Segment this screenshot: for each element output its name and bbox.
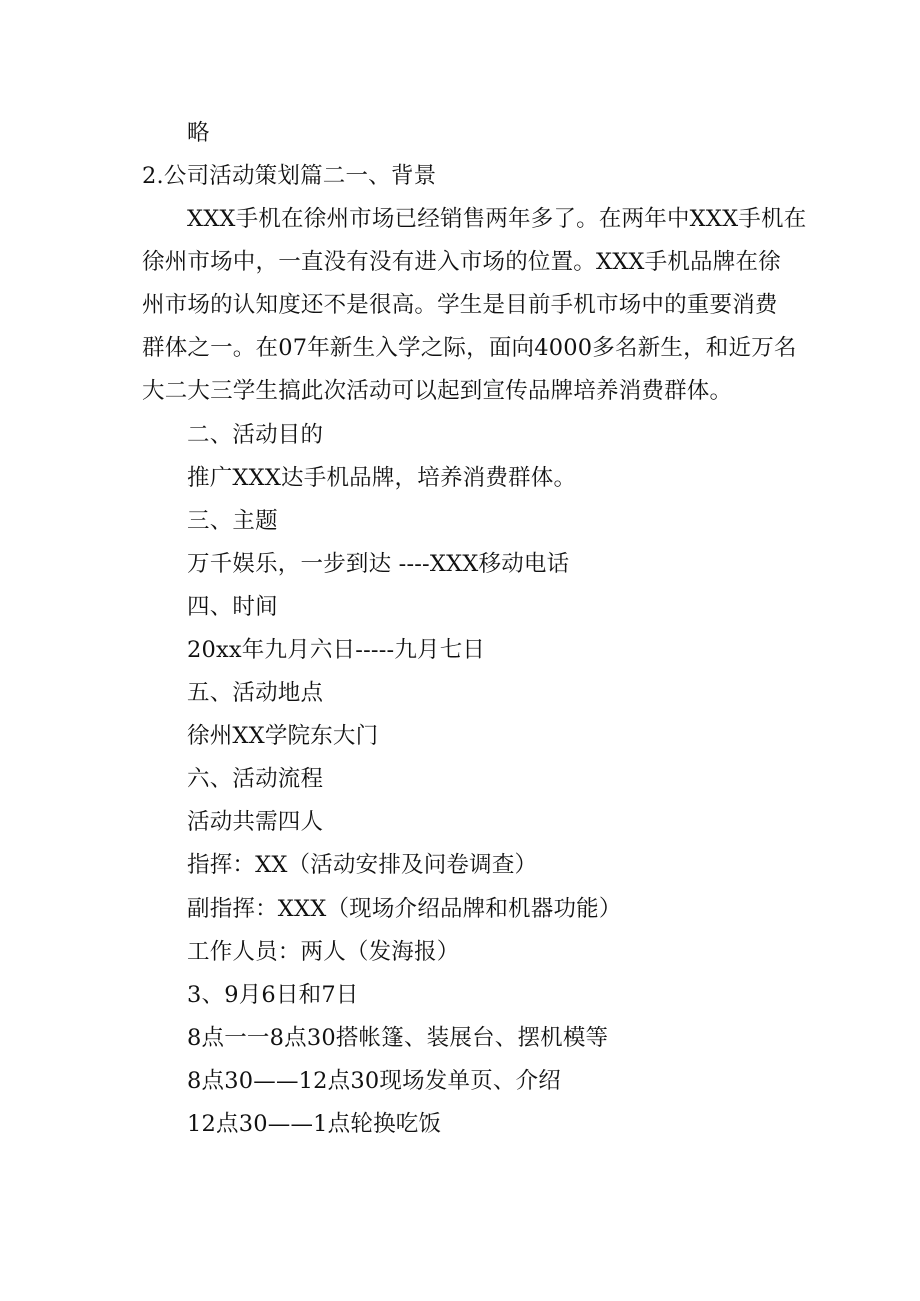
section-heading-background: 2.公司活动策划篇二一、背景 [142,163,437,189]
section-heading-purpose: 二、活动目的 [187,422,324,448]
section-heading-location: 五、活动地点 [187,680,324,706]
text-line-omitted: 略 [187,120,210,146]
paragraph-line: 州市场的认知度还不是很高。学生是目前手机市场中的重要消费 [142,292,778,318]
schedule-line: 12点30——1点轮换吃饭 [187,1111,442,1137]
schedule-line: 8点一一8点30搭帐篷、装展台、摆机模等 [187,1025,609,1051]
text-line: 20xx年九月六日-----九月七日 [187,637,486,663]
text-line: 万千娱乐，一步到达 ----XXX移动电话 [187,551,570,577]
section-heading-theme: 三、主题 [187,508,278,534]
text-line: 副指挥：XXX（现场介绍品牌和机器功能） [187,896,622,922]
paragraph-line: 大二大三学生搞此次活动可以起到宣传品牌培养消费群体。 [142,378,733,404]
text-line: 工作人员：两人（发海报） [187,939,460,965]
text-line: 徐州XX学院东大门 [187,723,379,749]
section-heading-process: 六、活动流程 [187,766,324,792]
text-line: 3、9月6日和7日 [187,982,359,1008]
paragraph-line: XXX手机在徐州市场已经销售两年多了。在两年中XXX手机在 [187,206,807,232]
section-heading-time: 四、时间 [187,594,278,620]
text-line: 指挥：XX（活动安排及问卷调查） [187,852,538,878]
paragraph-line: 徐州市场中，一直没有没有进入市场的位置。XXX手机品牌在徐 [142,249,781,275]
paragraph-line: 群体之一。在07年新生入学之际，面向4000多名新生，和近万名 [142,335,797,361]
text-line: 活动共需四人 [187,809,324,835]
schedule-line: 8点30——12点30现场发单页、介绍 [187,1068,562,1094]
text-line: 推广XXX达手机品牌，培养消费群体。 [187,465,577,491]
